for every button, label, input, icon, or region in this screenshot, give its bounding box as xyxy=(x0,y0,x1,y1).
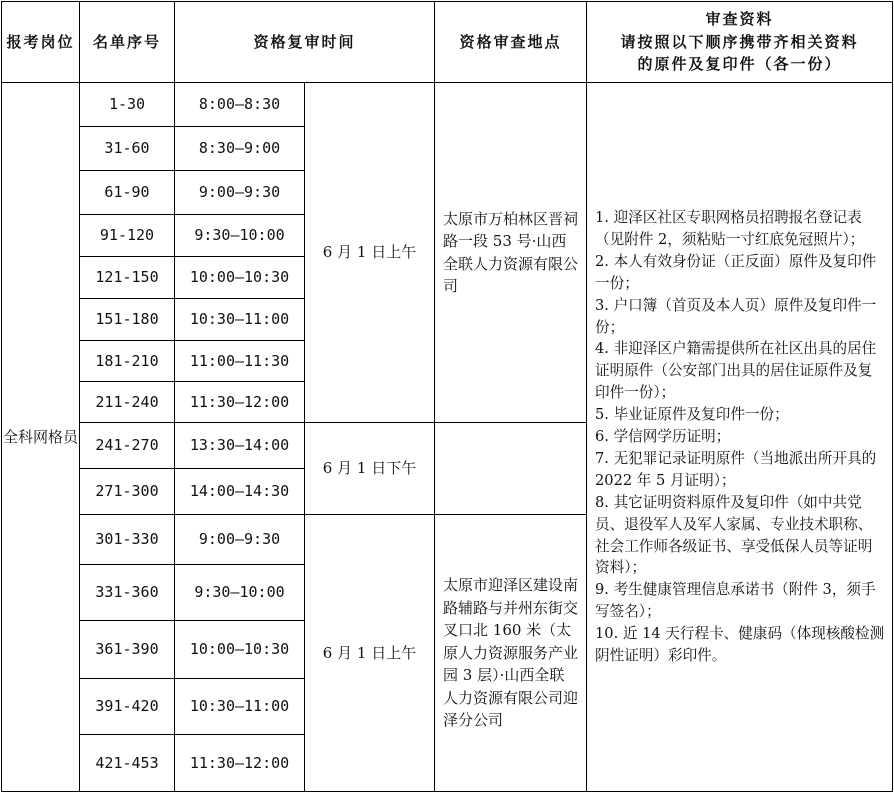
time-slot: 9:00—9:30 xyxy=(175,171,305,215)
time-slot: 11:30—12:00 xyxy=(175,382,305,423)
number-range: 181-210 xyxy=(80,341,175,382)
time-slot: 8:00—8:30 xyxy=(175,83,305,127)
location-cell: 太原市万柏林区晋祠路一段 53 号·山西全联人力资源有限公司 xyxy=(435,83,587,423)
time-slot: 9:30—10:00 xyxy=(175,215,305,257)
materials-list xyxy=(587,83,893,792)
number-range: 31-60 xyxy=(80,127,175,171)
list-item: 3. 户口簿（首页及本人页）原件及复印件一份； xyxy=(595,296,877,336)
number-range: 91-120 xyxy=(80,215,175,257)
time-slot: 9:00—9:30 xyxy=(175,515,305,565)
time-slot: 9:30—10:00 xyxy=(175,565,305,621)
table-row xyxy=(2,83,893,127)
number-range: 361-390 xyxy=(80,621,175,679)
review-schedule-table xyxy=(1,1,893,792)
list-item: 9. 考生健康管理信息承诺书（附件 3，须手写签名）； xyxy=(595,581,876,621)
session-date: 6 月 1 日下午 xyxy=(305,423,435,515)
list-item: 1. 迎泽区社区专职网格员招聘报名登记表（见附件 2，须粘贴一寸红底免冠照片）； xyxy=(595,209,865,249)
session-date: 6 月 1 日上午 xyxy=(305,83,435,423)
number-range: 271-300 xyxy=(80,469,175,515)
header-time: 资格复审时间 xyxy=(175,2,435,83)
time-slot: 14:00—14:30 xyxy=(175,469,305,515)
time-slot: 10:30—11:00 xyxy=(175,679,305,735)
list-item: 4. 非迎泽区户籍需提供所在社区出具的居住证明原件（公安部门出具的居住证原件及复印件一份）； xyxy=(595,340,877,402)
time-slot: 11:30—12:00 xyxy=(175,735,305,792)
time-slot: 10:00—10:30 xyxy=(175,257,305,299)
session-date: 6 月 1 日上午 xyxy=(305,515,435,792)
header-materials-line3: 的原件及复印件（各一份） xyxy=(637,55,842,74)
header-materials-line1: 审查资料 xyxy=(705,10,774,29)
number-range: 151-180 xyxy=(80,299,175,341)
number-range: 391-420 xyxy=(80,679,175,735)
list-item: 2. 本人有效身份证（正反面）原件及复印件一份； xyxy=(595,252,877,292)
list-item: 10. 近 14 天行程卡、健康码（体现核酸检测阴性证明）彩印件。 xyxy=(595,625,885,664)
list-item: 5. 毕业证原件及复印件一份； xyxy=(595,406,789,424)
header-materials-line2: 请按照以下顺序携带齐相关资料 xyxy=(620,32,859,51)
number-range: 1-30 xyxy=(80,83,175,127)
list-item: 7. 无犯罪记录证明原件（当地派出所开具的 2022 年 5 月证明）； xyxy=(595,449,877,489)
time-slot: 10:30—11:00 xyxy=(175,299,305,341)
location-cell-empty xyxy=(435,423,587,515)
list-item: 6. 学信网学历证明； xyxy=(595,428,731,446)
location-cell: 太原市迎泽区建设南路辅路与并州东街交叉口北 160 米（太原人力资源服务产业园 3 层）·山西全联人力资源有限公司迎泽分公司 xyxy=(435,515,587,792)
header-number: 名单序号 xyxy=(80,2,175,83)
header-location: 资格审查地点 xyxy=(435,2,587,83)
number-range: 331-360 xyxy=(80,565,175,621)
time-slot: 8:30—9:00 xyxy=(175,127,305,171)
number-range: 421-453 xyxy=(80,735,175,792)
time-slot: 11:00—11:30 xyxy=(175,341,305,382)
header-row xyxy=(2,2,893,83)
time-slot: 10:00—10:30 xyxy=(175,621,305,679)
header-position: 报考岗位 xyxy=(2,2,80,83)
number-range: 121-150 xyxy=(80,257,175,299)
list-item: 8. 其它证明资料原件及复印件（如中共党员、退役军人及军人家属、专业技术职称、社会工作师各级证书、享受低保人员等证明资料）； xyxy=(595,493,873,577)
time-slot: 13:30—14:00 xyxy=(175,423,305,469)
number-range: 61-90 xyxy=(80,171,175,215)
number-range: 301-330 xyxy=(80,515,175,565)
number-range: 211-240 xyxy=(80,382,175,423)
header-materials xyxy=(587,2,893,83)
position-cell: 全科网格员 xyxy=(2,83,80,792)
number-range: 241-270 xyxy=(80,423,175,469)
